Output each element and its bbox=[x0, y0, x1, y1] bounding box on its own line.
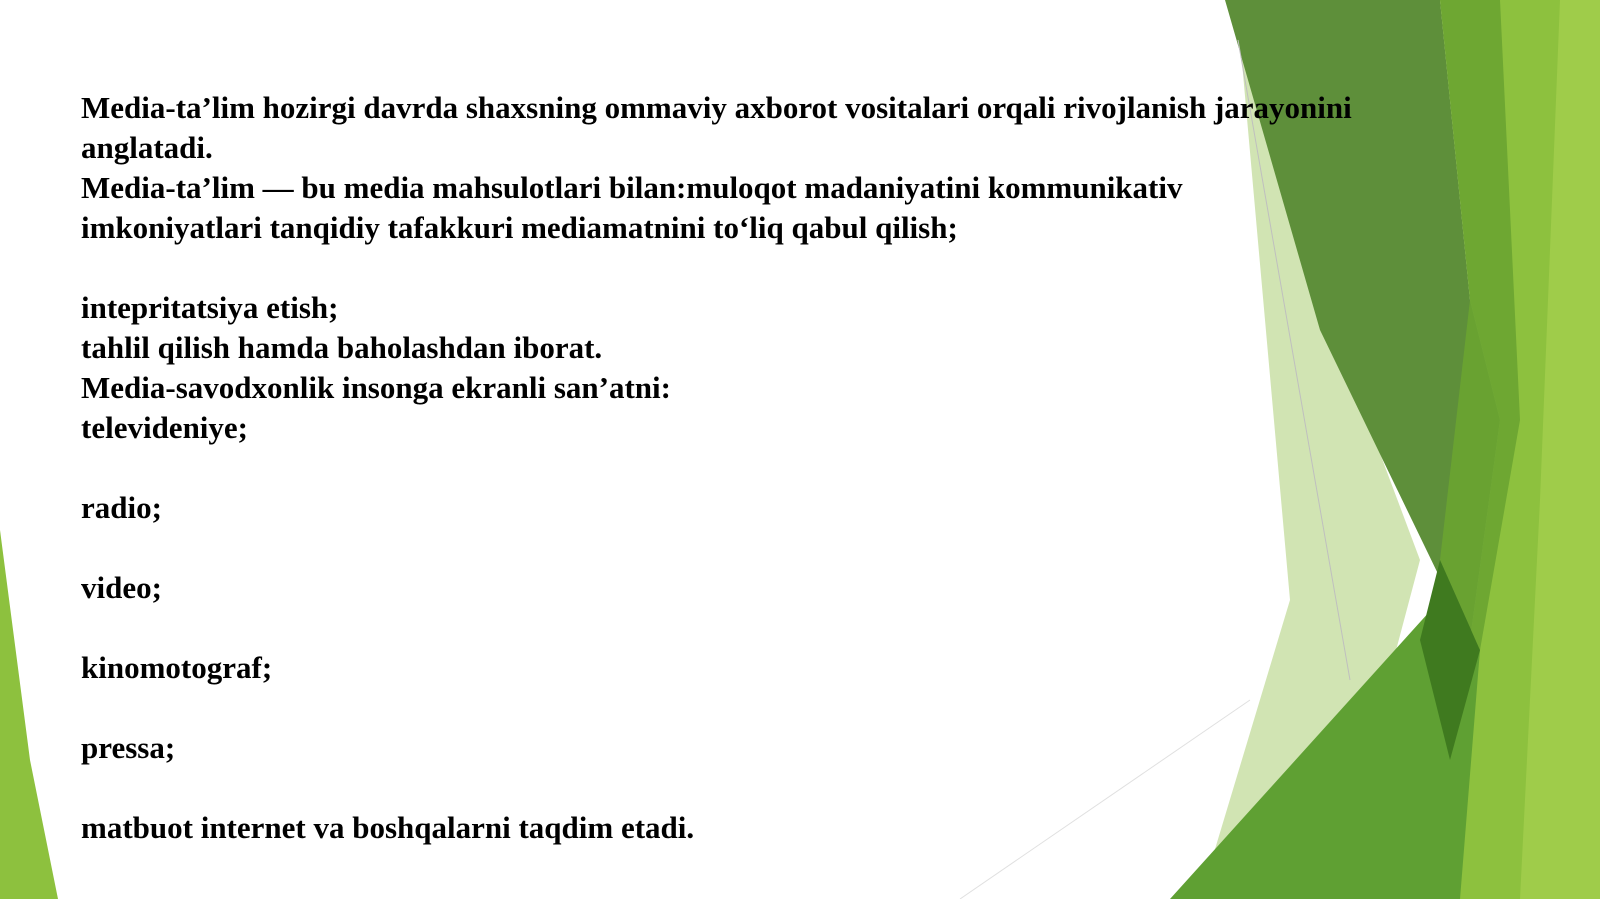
text-line: tahlil qilish hamda baholashdan iborat. bbox=[81, 330, 603, 365]
text-line: intepritatsiya etish; bbox=[81, 290, 339, 325]
blank-line bbox=[81, 528, 1481, 568]
text-line: Media-ta’lim hozirgi davrda shaxsning ommaviy axborot vositalari orqali rivojlanish jarayonini bbox=[81, 90, 1352, 125]
text-line: matbuot internet va boshqalarni taqdim etadi. bbox=[81, 810, 695, 845]
text-line: anglatadi. bbox=[81, 130, 213, 165]
text-line: Media-ta’lim — bu media mahsulotlari bilan:muloqot madaniyatini kommunikativ bbox=[81, 170, 1183, 205]
text-line: pressa; bbox=[81, 730, 176, 765]
slide-text-body bbox=[81, 88, 1481, 848]
decor-facet-left bbox=[0, 530, 58, 899]
text-line: Media-savodxonlik insonga ekranli san’atni: bbox=[81, 370, 671, 405]
text-line: radio; bbox=[81, 490, 162, 525]
blank-line bbox=[81, 448, 1481, 488]
text-line: video; bbox=[81, 570, 162, 605]
blank-line bbox=[81, 608, 1481, 648]
text-line: imkoniyatlari tanqidiy tafakkuri mediamatnini to‘liq qabul qilish; bbox=[81, 210, 958, 245]
blank-line bbox=[81, 248, 1481, 288]
text-line: kinomotograf; bbox=[81, 650, 273, 685]
text-line: televideniye; bbox=[81, 410, 249, 445]
blank-line bbox=[81, 688, 1481, 728]
blank-line bbox=[81, 768, 1481, 808]
